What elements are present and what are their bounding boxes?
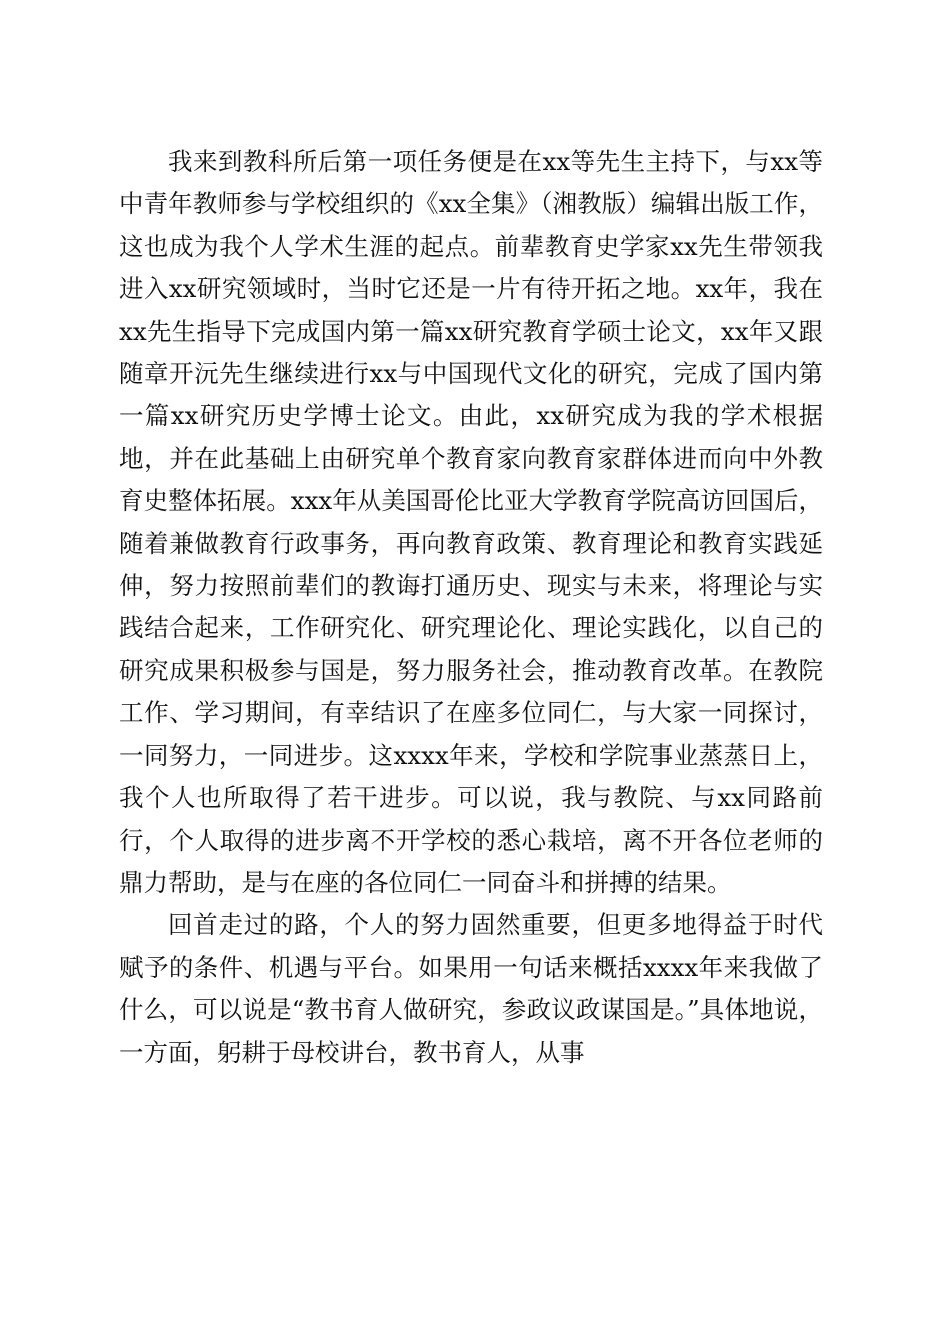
paragraph-2: 回首走过的路，个人的努力固然重要，但更多地得益于时代赋予的条件、机遇与平台。如果用一句话来概括xxxx年来我做了什么，可以说是“教书育人做研究，参政议政谋国是。”具体地说，一方面，躬耕于母校讲台，教书育人，从事 — [119, 910, 823, 1067]
body-text — [119, 141, 823, 1074]
paragraph-1: 我来到教科所后第一项任务便是在xx等先生主持下，与xx等中青年教师参与学校组织的《xx全集》（湘教版）编辑出版工作，这也成为我个人学术生涯的起点。前辈教育史学家xx先生带领我进入xx研究领域时，当时它还是一片有待开拓之地。xx年，我在xx先生指导下完成国内第一篇xx研究教育学硕士论文，xx年又跟随章开沅先生继续进行xx与中国现代文化的研究，完成了国内第一篇xx研究历史学博士论文。由此，xx研究成为我的学术根据地，并在此基础上由研究单个教育家向教育家群体进而向中外教育史整体拓展。xxx年从美国哥伦比亚大学教育学院高访回国后，随着兼做教育行政事务，再向教育政策、教育理论和教育实践延伸，努力按照前辈们的教诲打通历史、现实与未来，将理论与实践结合起来，工作研究化、研究理论化、理论实践化，以自己的研究成果积极参与国是，努力服务社会，推动教育改革。在教院工作、学习期间，有幸结识了在座多位同仁，与大家一同探讨，一同努力，一同进步。这xxxx年来，学校和学院事业蒸蒸日上，我个人也所取得了若干进步。可以说，我与教院、与xx同路前行，个人取得的进步离不开学校的悉心栽培，离不开各位老师的鼎力帮助，是与在座的各位同仁一同奋斗和拼搏的结果。 — [119, 147, 823, 897]
